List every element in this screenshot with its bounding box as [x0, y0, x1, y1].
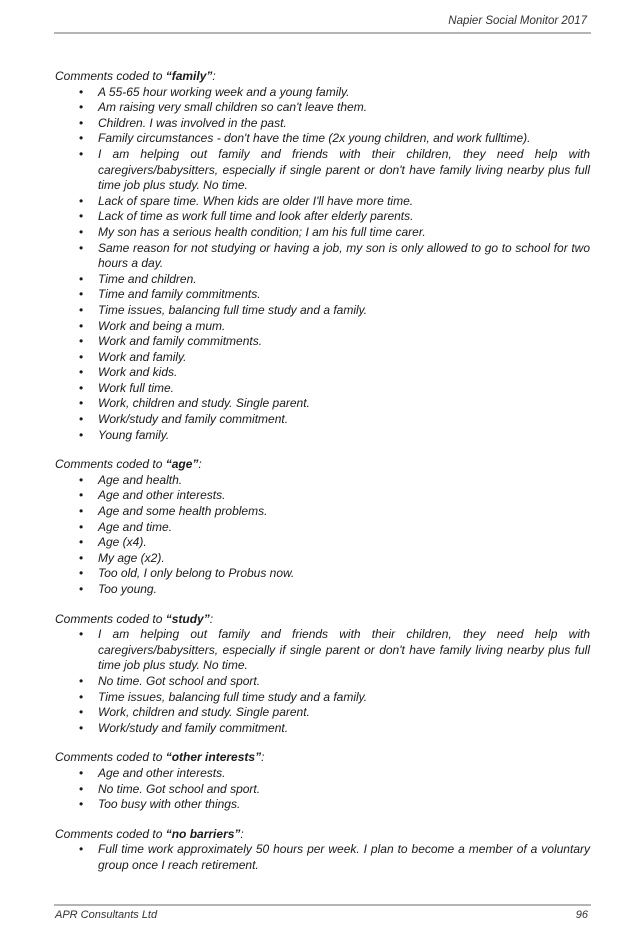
section-heading — [55, 750, 590, 766]
list-item — [55, 100, 590, 116]
comment-list — [55, 473, 590, 598]
comment-text: Age and other interests. — [98, 765, 226, 780]
comment-text: Age and health. — [98, 472, 183, 487]
bullet-icon: • — [79, 100, 84, 115]
list-item — [55, 842, 590, 873]
comment-text: Work/study and family commitment. — [98, 412, 289, 427]
list-item — [55, 241, 590, 272]
comment-list — [55, 842, 590, 873]
list-item — [55, 287, 590, 303]
list-item — [55, 334, 590, 350]
heading-prefix: Comments coded to — [55, 826, 166, 841]
bullet-icon: • — [79, 193, 84, 208]
list-item — [55, 225, 590, 241]
list-item — [55, 85, 590, 101]
comment-text: Young family. — [98, 427, 170, 442]
list-item — [55, 365, 590, 381]
list-item — [55, 209, 590, 225]
heading-term: “other interests” — [165, 750, 262, 765]
comment-text: Full time work approximately 50 hours per week. I plan to become a member of a voluntary group once I reach retirement. — [98, 842, 590, 872]
list-item — [55, 797, 590, 813]
bullet-icon: • — [79, 131, 84, 146]
list-item — [55, 350, 590, 366]
bullet-icon: • — [79, 705, 84, 720]
comment-text: My age (x2). — [98, 550, 165, 565]
heading-prefix: Comments coded to — [55, 611, 166, 626]
list-item — [55, 428, 590, 444]
bullet-icon: • — [79, 582, 84, 596]
page-number: 96 — [575, 909, 588, 921]
bullet-icon: • — [79, 689, 84, 704]
header-divider — [54, 32, 591, 34]
comment-section — [55, 457, 590, 597]
heading-suffix: : — [209, 611, 214, 626]
heading-term: “study” — [165, 611, 210, 626]
bullet-icon: • — [79, 550, 84, 565]
bullet-icon: • — [79, 287, 84, 302]
list-item — [55, 721, 590, 737]
comment-text: Too busy with other things. — [98, 797, 241, 812]
heading-term: “family” — [165, 69, 213, 83]
heading-term: “age” — [165, 457, 199, 472]
list-item — [55, 131, 590, 147]
comment-text: Work/study and family commitment. — [98, 720, 289, 735]
bullet-icon: • — [79, 842, 84, 857]
heading-suffix: : — [198, 457, 202, 472]
footer-divider — [54, 904, 591, 906]
list-item — [55, 319, 590, 335]
bullet-icon: • — [79, 115, 84, 130]
comment-text: Age and some health problems. — [98, 504, 268, 519]
comment-text: Too old, I only belong to Probus now. — [98, 566, 295, 581]
bullet-icon: • — [79, 627, 84, 642]
list-item — [55, 303, 590, 319]
comment-text: Time and children. — [98, 271, 197, 286]
comment-text: Lack of spare time. When kids are older I'll have more time. — [98, 193, 414, 208]
comment-text: Age and other interests. — [98, 488, 226, 503]
bullet-icon: • — [79, 504, 84, 519]
comment-text: Same reason for not studying or having a job, my son is only allowed to go to school for two hours a day. — [98, 240, 590, 271]
comment-text: Am raising very small children so can't leave them. — [98, 100, 368, 115]
list-item — [55, 473, 590, 489]
bullet-icon: • — [79, 349, 84, 364]
bullet-icon: • — [79, 765, 84, 780]
section-heading — [55, 457, 590, 473]
bullet-icon: • — [79, 240, 84, 255]
bullet-icon: • — [79, 535, 84, 550]
list-item — [55, 272, 590, 288]
bullet-icon: • — [79, 334, 84, 349]
bullet-icon: • — [79, 302, 84, 317]
comment-text: A 55-65 hour working week and a young family. — [98, 84, 350, 99]
heading-suffix: : — [240, 826, 244, 841]
list-item — [55, 566, 590, 582]
bullet-icon: • — [79, 566, 84, 581]
comment-text: Work and family commitments. — [98, 334, 263, 349]
bullet-icon: • — [79, 209, 84, 224]
comment-list — [55, 627, 590, 736]
comment-text: I am helping out family and friends with their children, they need help with caregivers/babysitters, especially if single parent or don't have family living nearby plus full time job plus study. No time. — [98, 627, 590, 673]
comment-section — [55, 612, 590, 737]
bullet-icon: • — [79, 318, 84, 333]
list-item — [55, 535, 590, 551]
section-heading — [55, 827, 590, 843]
comment-text: Age (x4). — [98, 535, 147, 550]
bullet-icon: • — [79, 271, 84, 286]
comment-text: Children. I was involved in the past. — [98, 115, 287, 130]
comment-text: Too young. — [98, 582, 157, 596]
bullet-icon: • — [79, 673, 84, 688]
comment-text: I am helping out family and friends with their children, they need help with caregivers/babysitters, especially if single parent or don't have family living nearby plus full time job plus study. No time. — [98, 146, 590, 193]
list-item — [55, 705, 590, 721]
comment-text: Lack of time as work full time and look after elderly parents. — [98, 209, 414, 224]
list-item — [55, 627, 590, 674]
heading-prefix: Comments coded to — [55, 69, 166, 83]
comment-section — [55, 827, 590, 874]
list-item — [55, 381, 590, 397]
list-item — [55, 782, 590, 798]
comment-text: My son has a serious health condition; I am his full time carer. — [98, 224, 426, 239]
comment-list — [55, 85, 590, 444]
heading-prefix: Comments coded to — [55, 457, 166, 472]
list-item — [55, 147, 590, 194]
list-item — [55, 690, 590, 706]
bullet-icon: • — [79, 797, 84, 812]
bullet-icon: • — [79, 781, 84, 796]
comment-text: Age and time. — [98, 519, 173, 534]
bullet-icon: • — [79, 224, 84, 239]
list-item — [55, 194, 590, 210]
bullet-icon: • — [79, 519, 84, 534]
comment-section — [55, 69, 590, 443]
comment-text: Family circumstances - don't have the time (2x young children, and work fulltime). — [98, 131, 531, 146]
comment-text: Work full time. — [98, 380, 175, 395]
heading-term: “no barriers” — [165, 826, 241, 841]
comment-text: Work and kids. — [98, 365, 178, 380]
comment-text: Time and family commitments. — [98, 287, 261, 302]
list-item — [55, 116, 590, 132]
running-header: Napier Social Monitor 2017 — [448, 15, 587, 27]
list-item — [55, 674, 590, 690]
comment-text: Time issues, balancing full time study and a family. — [98, 689, 368, 704]
list-item — [55, 582, 590, 598]
footer-company: APR Consultants Ltd — [55, 909, 158, 921]
comment-section — [55, 750, 590, 812]
list-item — [55, 396, 590, 412]
bullet-icon: • — [79, 488, 84, 503]
list-item — [55, 412, 590, 428]
heading-suffix: : — [212, 69, 216, 83]
bullet-icon: • — [79, 720, 84, 735]
document-body — [55, 69, 590, 888]
comment-text: No time. Got school and sport. — [98, 673, 261, 688]
comment-text: Work, children and study. Single parent. — [98, 396, 310, 411]
comment-text: Work, children and study. Single parent. — [98, 705, 310, 720]
section-heading — [55, 69, 590, 85]
list-item — [55, 551, 590, 567]
heading-suffix: : — [261, 750, 265, 765]
list-item — [55, 504, 590, 520]
bullet-icon: • — [79, 146, 84, 161]
comment-text: Work and family. — [98, 349, 187, 364]
bullet-icon: • — [79, 427, 84, 442]
comment-text: No time. Got school and sport. — [98, 781, 261, 796]
bullet-icon: • — [79, 412, 84, 427]
list-item — [55, 488, 590, 504]
bullet-icon: • — [79, 472, 84, 487]
comment-list — [55, 766, 590, 813]
list-item — [55, 766, 590, 782]
heading-prefix: Comments coded to — [55, 750, 166, 765]
bullet-icon: • — [79, 365, 84, 380]
bullet-icon: • — [79, 380, 84, 395]
list-item — [55, 520, 590, 536]
comment-text: Work and being a mum. — [98, 318, 226, 333]
bullet-icon: • — [79, 396, 84, 411]
bullet-icon: • — [79, 84, 84, 99]
section-heading — [55, 612, 590, 628]
comment-text: Time issues, balancing full time study and a family. — [98, 302, 368, 317]
